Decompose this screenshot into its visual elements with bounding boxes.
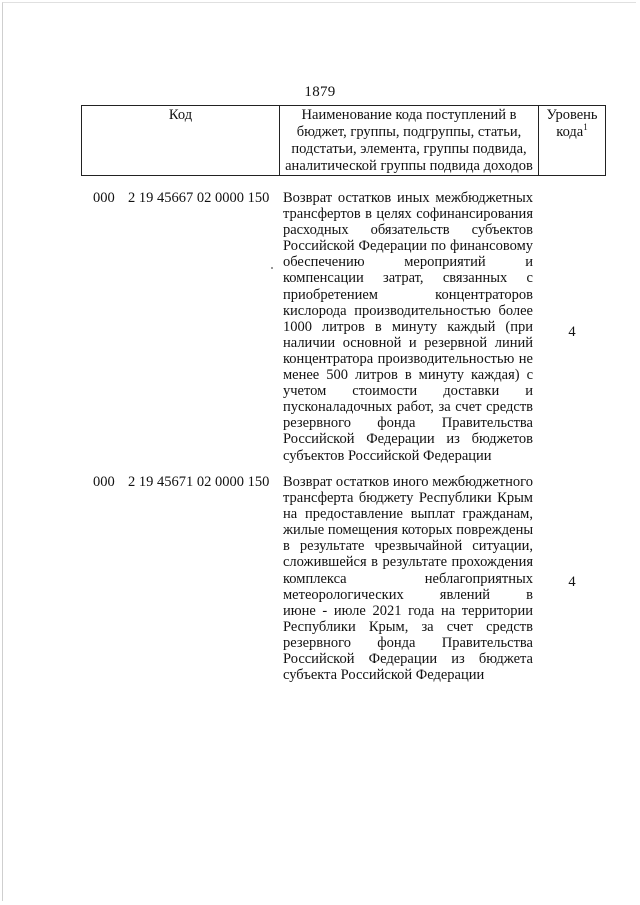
header-level-line: Уровень xyxy=(546,107,598,123)
code-level: 4 xyxy=(568,324,576,340)
description-line: Возврат остатков иного межбюджетного xyxy=(283,474,533,490)
page-number: 1879 xyxy=(304,84,336,100)
header-code-cell xyxy=(82,106,280,176)
description-line: трансферта бюджету Республики Крым xyxy=(283,490,533,507)
description-line: жилые помещения которых повреждены xyxy=(283,522,534,539)
description-line: в результате чрезвычайной ситуации, xyxy=(283,538,533,555)
header-level-word: кода xyxy=(556,124,584,140)
description-line: субъектов Российской Федерации xyxy=(283,447,492,464)
description-line: обеспечению мероприятий и xyxy=(283,254,533,271)
description-line: Российской Федерации из бюджета xyxy=(283,651,533,668)
scan-speck xyxy=(271,267,273,269)
description-line: Российской Федерации по финансовому xyxy=(283,238,533,255)
header-name-cell xyxy=(280,106,539,176)
description-line: учетом стоимости доставки и xyxy=(283,383,533,400)
table-header xyxy=(81,105,606,176)
header-name-line: аналитической группы подвида доходов xyxy=(285,158,533,174)
header-level-cell xyxy=(539,106,606,176)
income-code: 2 19 45671 02 0000 150 xyxy=(128,474,270,490)
income-code: 2 19 45667 02 0000 150 xyxy=(128,190,270,206)
description-line: трансфертов в целях софинансирования xyxy=(283,206,533,223)
header-level-line-2 xyxy=(542,124,602,141)
admin-code: 000 xyxy=(93,190,115,206)
description-line: субъекта Российской Федерации xyxy=(283,667,485,684)
income-description xyxy=(283,190,533,464)
description-line: комплекса неблагоприятных xyxy=(283,570,533,587)
description-line: на предоставление выплат гражданам, xyxy=(283,506,533,523)
description-line: метеорологических явлений в xyxy=(283,586,533,603)
header-name-line: Наименование кода поступлений в xyxy=(301,107,517,123)
description-line: концентратора производительностью не xyxy=(283,350,533,367)
header-name-line: подстатьи, элемента, группы подвида, xyxy=(291,141,527,157)
description-line: расходных обязательств субъектов xyxy=(283,222,533,239)
income-description xyxy=(283,474,533,683)
description-line: Российской Федерации из бюджетов xyxy=(283,431,533,448)
code-level: 4 xyxy=(568,574,576,590)
description-line: кислорода производительностью более xyxy=(283,302,533,319)
admin-code: 000 xyxy=(93,474,115,490)
description-line: Республики Крым, за счет средств xyxy=(283,618,533,635)
footnote-marker: 1 xyxy=(583,122,588,133)
description-line: наличии основной и резервной линий xyxy=(283,334,533,351)
description-line: резервного фонда Правительства xyxy=(283,415,533,432)
header-code-label: Код xyxy=(168,107,193,123)
description-line: приобретением концентраторов xyxy=(283,286,533,303)
header-name-line: бюджет, группы, подгруппы, статьи, xyxy=(296,124,522,140)
description-line: менее 500 литров в минуту каждая) с xyxy=(283,367,533,384)
description-line: сложившейся в результате прохождения xyxy=(283,554,533,571)
description-line: компенсации затрат, связанных с xyxy=(283,270,533,287)
description-line: резервного фонда Правительства xyxy=(283,634,533,651)
description-line: июне - июле 2021 года на территории xyxy=(283,602,533,619)
description-line: Возврат остатков иных межбюджетных xyxy=(283,190,533,206)
description-line: пусконаладочных работ, за счет средств xyxy=(283,399,533,416)
description-line: 1000 литров в минуту каждый (при xyxy=(283,318,533,335)
